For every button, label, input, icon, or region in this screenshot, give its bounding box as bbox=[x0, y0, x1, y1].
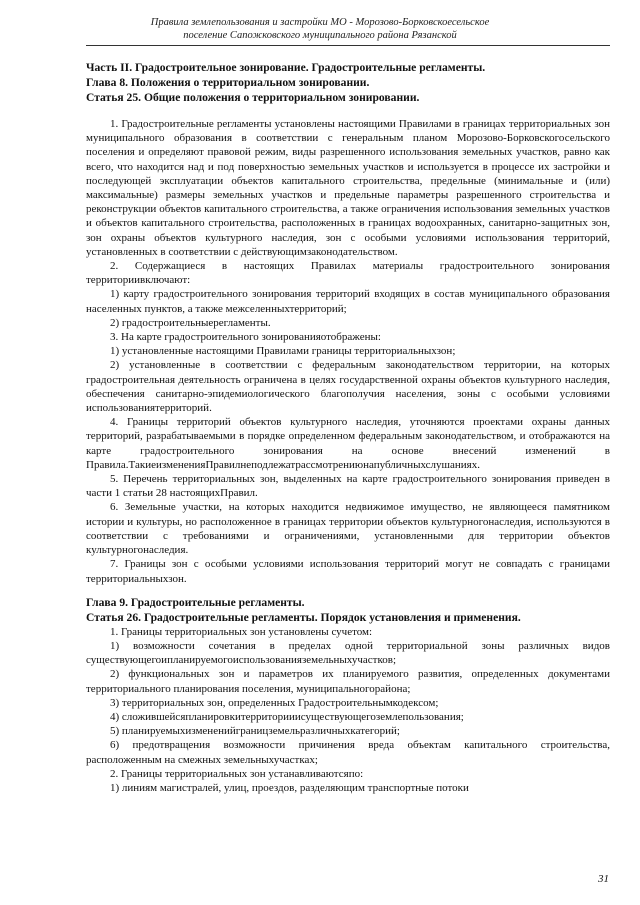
paragraph: 1) карту градостроительного зонирования территорий входящих в состав муниципального образования населенных пунктов, а также межселенныхтерриторий; bbox=[86, 288, 610, 315]
paragraph: 5. Перечень территориальных зон, выделенных на карте градостроительного зонирования приведен в части 1 статьи 28 настоящихПравил. bbox=[86, 473, 610, 500]
paragraph: 2. Содержащиеся в настоящих Правилах материалы градостроительного зонирования территориивключают: bbox=[86, 260, 610, 287]
page-number: 31 bbox=[598, 873, 609, 885]
document-body bbox=[86, 60, 610, 795]
paragraph: 1. Градостроительные регламенты установлены настоящими Правилами в границах территориальных зон муниципального образования в соответствии с генеральным планом Морозово-Борковскогосельского поселения и определяют правовой режим, виды разрешенного использования земельных участков, равно как всего, что находится над и под поверхностью земельных участков и используется в процессе их застройки и последующей эксплуатации объектов капитального строительства, предельные (минимальные и (или) максимальные) размеры земельных участков и предельные параметры разрешенного строительства и реконструкции объектов капитального строительства, а также ограничения использования земельных участков и объектов капитального строительства, расположенных в границах водоохранных, санитарно-защитных зон, зон охраны объектов культурного наследия, зон с особыми условиями использования территорий, установленных в соответствии с действующимзаконодательством. bbox=[86, 118, 610, 258]
spacer bbox=[86, 586, 610, 595]
paragraph: 2) функциональных зон и параметров их планируемого развития, определенных документами территориального планирования поселения, муниципальногорайона; bbox=[86, 668, 610, 695]
paragraph: 3) территориальных зон, определенных Градостроительнымкодексом; bbox=[110, 696, 439, 709]
paragraph: 3. На карте градостроительного зонированияотображены: bbox=[110, 331, 381, 344]
paragraph: 4) сложившейсяпланировкитерриторииисуществующегоземлепользования; bbox=[110, 710, 464, 723]
chapter-9-heading: Глава 9. Градостроительные регламенты. bbox=[86, 595, 305, 609]
running-header-line-1: Правила землепользования и застройки МО - Морозово-Борковскоесельское bbox=[150, 17, 490, 28]
paragraph: 2) градостроительныерегламенты. bbox=[110, 316, 271, 329]
paragraph: 1) возможности сочетания в пределах одной территориальной зоны различных видов существующегоипланируемогоиспользованияземельныхучастков; bbox=[86, 639, 610, 667]
article-25-heading: Статья 25. Общие положения о территориальном зонировании. bbox=[86, 91, 420, 104]
paragraph: 4. Границы территорий объектов культурного наследия, уточняются проектами охраны данных территорий, разрабатываемыми в порядке определенном федеральным законодательством, и отображаются на карте градостроительного зонирования на основе внесений изменений в Правила.ТакиеизмененияПравилнеподлежатрассмотрениюнапубличныхслушаниях. bbox=[86, 416, 610, 471]
spacer bbox=[86, 105, 610, 117]
paragraph: 2. Границы территориальных зон устанавливаютсяпо: bbox=[110, 767, 364, 780]
article-26-heading: Статья 26. Градостроительные регламенты. Порядок установления и применения. bbox=[86, 610, 521, 624]
header-divider bbox=[86, 45, 610, 46]
running-header bbox=[0, 16, 640, 42]
running-header-line-2: поселение Сапожковского муниципального района Рязанской bbox=[183, 30, 457, 41]
article-26-text bbox=[86, 625, 610, 795]
chapter-8-heading: Глава 8. Положения о территориальном зонировании. bbox=[86, 76, 370, 89]
paragraph: 7. Границы зон с особыми условиями использования территорий могут не совпадать с границами территориальныхзон. bbox=[86, 558, 610, 585]
paragraph: 6) предотвращения возможности причинения вреда объектам капитального строительства, расположенным на смежных земельныхучастках; bbox=[86, 739, 610, 766]
part-heading: Часть II. Градостроительное зонирование. Градостроительные регламенты. bbox=[86, 61, 486, 74]
paragraph: 1) линиям магистралей, улиц, проездов, разделяющим транспортные потоки bbox=[110, 781, 469, 794]
paragraph: 6. Земельные участки, на которых находится недвижимое имущество, не являющееся памятником истории и культуры, но расположенное в границах территории объектов культурногонаследия, используются в соответствии с требованиями и ограничениями, установленными для территории объектов культурногонаследия. bbox=[86, 501, 610, 557]
article-25-text bbox=[86, 117, 610, 586]
paragraph: 1) установленные настоящими Правилами границы территориальныхзон; bbox=[110, 345, 456, 358]
paragraph: 1. Границы территориальных зон установлены сучетом: bbox=[110, 625, 373, 638]
paragraph: 2) установленные в соответствии с федеральным законодательством территории, на которых градостроительная деятельность ограничена в целях государственной охраны объектов культурного наследия, обеспечения санитарно-эпидемиологического благополучия населения, зоны с особыми условиями использованиятерриторий. bbox=[86, 359, 610, 415]
paragraph: 5) планируемыхизмененийграницземельразличныхкатегорий; bbox=[110, 725, 400, 738]
